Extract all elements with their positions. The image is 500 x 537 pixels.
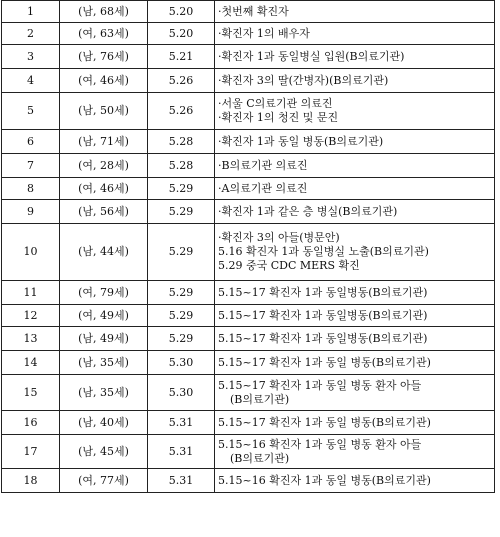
confirm-date: 5.30 [148,375,215,411]
table-row [2,327,495,351]
table-row [2,411,495,435]
confirm-date: 5.20 [148,23,215,45]
table-row [2,45,495,69]
patient-table [1,0,495,493]
description-line: 5.15~17 확진자 1과 동일병동(B의료기관) [218,285,428,299]
case-number: 10 [2,224,60,281]
confirm-date: 5.31 [148,469,215,493]
description-line: 5.15~17 확진자 1과 동일 병동 환자 아들 [218,378,422,392]
case-description [215,45,495,69]
case-description [215,1,495,23]
table-row [2,469,495,493]
description-line: 5.15~16 확진자 1과 동일 병동(B의료기관) [218,473,431,487]
description-line: ·첫번째 확진자 [218,4,289,18]
confirm-date: 5.20 [148,1,215,23]
case-number: 13 [2,327,60,351]
confirm-date: 5.28 [148,130,215,154]
sex-age: (여, 63세) [60,23,148,45]
table-row [2,281,495,305]
table-row [2,69,495,93]
case-number: 12 [2,305,60,327]
confirm-date: 5.28 [148,154,215,178]
confirm-date: 5.31 [148,411,215,435]
confirm-date: 5.31 [148,435,215,469]
case-number: 8 [2,178,60,200]
case-number: 17 [2,435,60,469]
case-description [215,469,495,493]
confirm-date: 5.26 [148,69,215,93]
confirm-date: 5.29 [148,281,215,305]
confirm-date: 5.29 [148,178,215,200]
sex-age: (여, 28세) [60,154,148,178]
confirm-date: 5.26 [148,93,215,130]
case-number: 6 [2,130,60,154]
case-description [215,154,495,178]
table-row [2,178,495,200]
case-number: 16 [2,411,60,435]
patient-table-body [2,1,495,493]
case-number: 14 [2,351,60,375]
sex-age: (남, 56세) [60,200,148,224]
sex-age: (남, 71세) [60,130,148,154]
case-description [215,435,495,469]
confirm-date: 5.29 [148,200,215,224]
table-row [2,224,495,281]
case-description [215,224,495,281]
table-row [2,154,495,178]
description-line: ·확진자 1과 동일 병동(B의료기관) [218,134,384,148]
table-row [2,93,495,130]
description-line: 5.15~17 확진자 1과 동일병동(B의료기관) [218,308,428,322]
case-number: 2 [2,23,60,45]
description-line: ·서울 C의료기관 의료진 [218,97,333,110]
case-description [215,327,495,351]
table-row [2,130,495,154]
case-description [215,69,495,93]
confirm-date: 5.21 [148,45,215,69]
case-description [215,305,495,327]
description-line: (B의료기관) [230,392,290,406]
case-description [215,200,495,224]
case-number: 9 [2,200,60,224]
case-description [215,375,495,411]
sex-age: (여, 77세) [60,469,148,493]
case-description [215,178,495,200]
case-number: 11 [2,281,60,305]
confirm-date: 5.29 [148,224,215,281]
description-line: ·확진자 1의 청진 및 문진 [218,111,339,124]
sex-age: (남, 45세) [60,435,148,469]
table-row [2,305,495,327]
table-row [2,200,495,224]
confirm-date: 5.30 [148,351,215,375]
description-line: ·B의료기관 의료진 [218,158,308,172]
sex-age: (남, 68세) [60,1,148,23]
table-row [2,23,495,45]
description-line: 5.15~16 확진자 1과 동일 병동 환자 아들 [218,437,422,451]
sex-age: (남, 49세) [60,327,148,351]
description-line: 5.29 중국 CDC MERS 확진 [218,259,360,272]
sex-age: (여, 46세) [60,178,148,200]
description-line: ·확진자 3의 아들(병문안) [218,231,340,244]
sex-age: (남, 35세) [60,375,148,411]
table-row [2,435,495,469]
case-number: 1 [2,1,60,23]
description-line: 5.15~17 확진자 1과 동일병동(B의료기관) [218,331,428,345]
sex-age: (여, 49세) [60,305,148,327]
case-description [215,130,495,154]
sex-age: (남, 76세) [60,45,148,69]
sex-age: (남, 50세) [60,93,148,130]
case-number: 15 [2,375,60,411]
confirm-date: 5.29 [148,305,215,327]
table-row [2,351,495,375]
table-row [2,1,495,23]
description-line: ·확진자 3의 딸(간병자)(B의료기관) [218,73,389,87]
case-description [215,93,495,130]
sex-age: (남, 35세) [60,351,148,375]
sex-age: (여, 79세) [60,281,148,305]
case-number: 5 [2,93,60,130]
sex-age: (남, 44세) [60,224,148,281]
description-line: ·확진자 1과 동일병실 입원(B의료기관) [218,49,405,63]
case-description [215,411,495,435]
description-line: 5.16 확진자 1과 동일병실 노출(B의료기관) [218,245,429,258]
case-number: 7 [2,154,60,178]
description-line: ·확진자 1의 배우자 [218,26,310,40]
description-line: ·확진자 1과 같은 층 병실(B의료기관) [218,204,398,218]
description-line: ·A의료기관 의료진 [218,181,308,195]
case-number: 4 [2,69,60,93]
case-description [215,281,495,305]
sex-age: (여, 46세) [60,69,148,93]
sex-age: (남, 40세) [60,411,148,435]
description-line: 5.15~17 확진자 1과 동일 병동(B의료기관) [218,415,431,429]
table-row [2,375,495,411]
case-number: 3 [2,45,60,69]
case-number: 18 [2,469,60,493]
description-line: (B의료기관) [230,451,290,465]
description-line: 5.15~17 확진자 1과 동일 병동(B의료기관) [218,355,431,369]
confirm-date: 5.29 [148,327,215,351]
case-description [215,351,495,375]
case-description [215,23,495,45]
